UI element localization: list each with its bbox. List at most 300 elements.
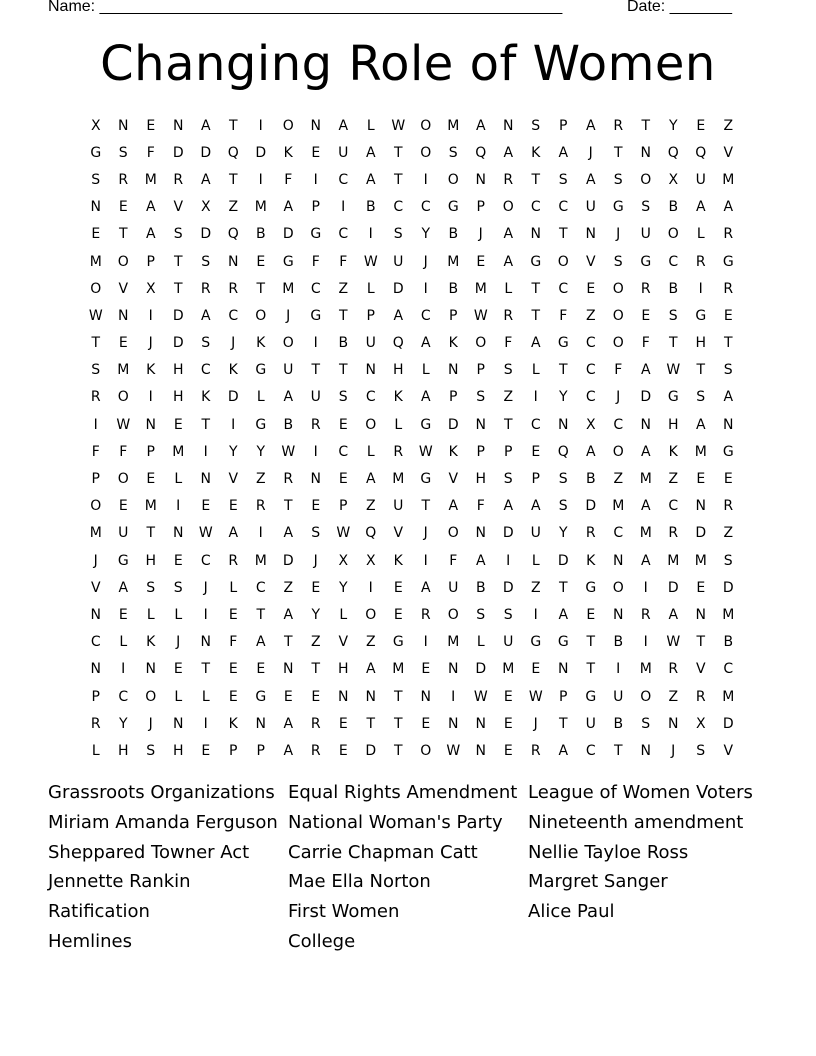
grid-letter: I [148, 307, 153, 324]
grid-letter: A [723, 389, 734, 406]
grid-letter: M [447, 253, 460, 270]
grid-letter: S [173, 226, 183, 243]
grid-letter: X [90, 117, 101, 134]
grid-letter: A [640, 443, 651, 460]
grid-letter: K [228, 715, 238, 732]
grid-letter: R [695, 688, 706, 705]
grid-letter: O [612, 335, 624, 352]
grid-letter: R [173, 171, 184, 188]
grid-letter: U [283, 362, 294, 379]
grid-letter: T [613, 742, 623, 759]
grid-letter: T [228, 117, 238, 134]
grid-letter: L [366, 280, 375, 297]
grid-letter: L [91, 742, 100, 759]
grid-letter: A [420, 579, 431, 596]
grid-letter: W [198, 525, 213, 542]
grid-letter: D [255, 144, 267, 161]
grid-row [82, 629, 742, 656]
grid-row [82, 737, 742, 764]
grid-letter: J [176, 634, 181, 651]
grid-letter: T [421, 498, 431, 515]
grid-letter: X [365, 552, 376, 569]
grid-letter: J [671, 742, 676, 759]
grid-letter: Q [475, 144, 487, 161]
grid-letter: M [447, 634, 460, 651]
grid-letter: O [90, 498, 102, 515]
grid-letter: M [694, 552, 707, 569]
grid-letter: M [144, 498, 157, 515]
grid-letter: W [363, 253, 378, 270]
grid-letter: C [338, 171, 349, 188]
grid-letter: Z [310, 634, 321, 651]
grid-letter: Z [613, 471, 624, 488]
grid-letter: Y [256, 443, 266, 460]
grid-letter: R [228, 280, 239, 297]
grid-row [82, 357, 742, 384]
grid-letter: M [282, 280, 295, 297]
grid-letter: N [228, 253, 239, 270]
grid-letter: A [145, 199, 156, 216]
grid-letter: S [201, 335, 211, 352]
grid-letter: O [365, 606, 377, 623]
grid-letter: Q [695, 144, 707, 161]
grid-letter: M [117, 362, 130, 379]
grid-letter: W [336, 525, 351, 542]
grid-letter: D [282, 226, 294, 243]
grid-letter: N [640, 742, 651, 759]
grid-letter: B [283, 416, 294, 433]
grid-letter: E [723, 307, 733, 324]
grid-letter: O [612, 307, 624, 324]
grid-letter: B [365, 199, 376, 216]
grid-letter: N [173, 117, 184, 134]
grid-letter: N [255, 715, 266, 732]
grid-letter: E [118, 606, 128, 623]
word-list-item: Ratification [48, 901, 150, 923]
grid-letter: R [640, 280, 651, 297]
grid-letter: V [90, 579, 101, 596]
grid-letter: D [475, 661, 487, 678]
grid-letter: Q [227, 144, 239, 161]
grid-letter: E [91, 226, 101, 243]
grid-letter: U [365, 335, 376, 352]
grid-letter: R [283, 471, 294, 488]
grid-letter: P [504, 443, 513, 460]
grid-letter: G [722, 443, 734, 460]
grid-letter: N [310, 117, 321, 134]
grid-letter: A [558, 742, 569, 759]
grid-letter: H [172, 742, 184, 759]
grid-letter: H [117, 742, 129, 759]
grid-letter: T [91, 335, 101, 352]
grid-letter: L [421, 362, 430, 379]
grid-letter: Y [118, 715, 128, 732]
grid-letter: T [393, 688, 403, 705]
grid-letter: R [668, 661, 679, 678]
grid-letter: T [558, 226, 568, 243]
grid-letter: I [643, 579, 648, 596]
grid-letter: Z [668, 471, 679, 488]
grid-letter: G [282, 253, 294, 270]
grid-letter: G [255, 688, 267, 705]
grid-letter: S [448, 144, 458, 161]
grid-letter: R [613, 117, 624, 134]
word-list-item: National Woman's Party [288, 811, 503, 833]
grid-letter: B [585, 471, 596, 488]
grid-letter: A [668, 606, 679, 623]
grid-letter: A [448, 498, 459, 515]
grid-letter: T [641, 117, 651, 134]
grid-letter: O [282, 117, 294, 134]
grid-letter: F [284, 171, 293, 188]
grid-letter: Q [667, 144, 679, 161]
grid-letter: Z [503, 389, 514, 406]
grid-letter: T [366, 715, 376, 732]
grid-letter: M [172, 443, 185, 460]
grid-letter: A [118, 579, 129, 596]
grid-letter: Z [530, 579, 541, 596]
grid-letter: S [118, 144, 128, 161]
grid-letter: A [145, 226, 156, 243]
grid-letter: D [282, 552, 294, 569]
grid-letter: C [255, 579, 266, 596]
grid-letter: A [365, 661, 376, 678]
grid-letter: G [90, 144, 102, 161]
grid-letter: N [613, 552, 624, 569]
grid-letter: D [695, 525, 707, 542]
grid-letter: K [146, 634, 156, 651]
grid-letter: G [255, 416, 267, 433]
grid-letter: S [91, 171, 101, 188]
grid-letter: V [723, 144, 734, 161]
grid-row [82, 574, 742, 601]
grid-row [82, 601, 742, 628]
grid-letter: N [475, 525, 486, 542]
grid-letter: A [338, 117, 349, 134]
grid-letter: G [585, 688, 597, 705]
grid-letter: S [338, 389, 348, 406]
grid-letter: N [585, 226, 596, 243]
puzzle-title: Changing Role of Women [100, 36, 716, 92]
grid-letter: K [393, 389, 403, 406]
grid-letter: N [723, 416, 734, 433]
grid-letter: A [393, 307, 404, 324]
grid-letter: K [228, 362, 238, 379]
grid-letter: N [695, 606, 706, 623]
word-list-item: Equal Rights Amendment [288, 782, 518, 803]
grid-letter: O [255, 307, 267, 324]
grid-letter: D [557, 552, 569, 569]
grid-letter: L [476, 634, 485, 651]
grid-letter: M [392, 471, 405, 488]
grid-letter: L [146, 606, 155, 623]
grid-letter: F [614, 362, 623, 379]
grid-letter: I [121, 661, 126, 678]
grid-letter: A [420, 335, 431, 352]
grid-row [82, 465, 742, 492]
grid-letter: M [639, 471, 652, 488]
grid-letter: U [118, 525, 129, 542]
word-list-item: Alice Paul [528, 901, 615, 923]
grid-letter: C [530, 199, 541, 216]
grid-letter: I [176, 498, 181, 515]
grid-letter: A [283, 525, 294, 542]
grid-letter: P [91, 688, 100, 705]
grid-letter: E [421, 661, 431, 678]
grid-letter: G [722, 253, 734, 270]
grid-letter: P [229, 742, 238, 759]
grid-letter: J [478, 226, 483, 243]
grid-letter: T [531, 171, 541, 188]
grid-letter: D [200, 144, 212, 161]
grid-letter: F [311, 253, 320, 270]
grid-letter: C [365, 389, 376, 406]
grid-letter: E [118, 335, 128, 352]
grid-letter: J [148, 715, 153, 732]
grid-letter: O [612, 579, 624, 596]
grid-letter: E [173, 416, 183, 433]
grid-letter: D [200, 226, 212, 243]
grid-letter: P [476, 443, 485, 460]
grid-letter: N [668, 715, 679, 732]
grid-letter: O [502, 199, 514, 216]
grid-letter: L [366, 117, 375, 134]
word-list-item: Jennette Rankin [48, 871, 191, 893]
letter-grid [82, 112, 742, 765]
grid-letter: A [695, 199, 706, 216]
grid-letter: I [368, 226, 373, 243]
grid-letter: M [89, 253, 102, 270]
grid-letter: G [255, 362, 267, 379]
grid-letter: E [201, 498, 211, 515]
grid-letter: X [145, 280, 156, 297]
grid-letter: J [588, 144, 593, 161]
grid-letter: R [668, 525, 679, 542]
grid-letter: J [231, 335, 236, 352]
grid-letter: A [200, 171, 211, 188]
word-list-item: League of Women Voters [528, 782, 753, 803]
grid-letter: Y [668, 117, 678, 134]
grid-letter: N [145, 416, 156, 433]
grid-letter: T [173, 253, 183, 270]
grid-letter: N [118, 307, 129, 324]
grid-letter: R [310, 742, 321, 759]
grid-letter: A [585, 171, 596, 188]
grid-letter: O [640, 688, 652, 705]
grid-letter: Z [365, 634, 376, 651]
grid-letter: C [558, 280, 569, 297]
grid-letter: B [613, 634, 624, 651]
grid-letter: W [666, 634, 681, 651]
grid-letter: N [310, 471, 321, 488]
grid-letter: N [475, 742, 486, 759]
grid-letter: J [148, 335, 153, 352]
grid-letter: H [337, 661, 349, 678]
grid-letter: Q [365, 525, 377, 542]
grid-letter: A [365, 144, 376, 161]
grid-row [82, 166, 742, 193]
grid-letter: O [640, 171, 652, 188]
grid-letter: V [228, 471, 239, 488]
grid-row [82, 384, 742, 411]
grid-letter: I [533, 389, 538, 406]
grid-letter: F [641, 335, 650, 352]
grid-letter: S [91, 362, 101, 379]
grid-letter: M [502, 661, 515, 678]
grid-letter: U [695, 171, 706, 188]
grid-letter: M [722, 606, 735, 623]
grid-letter: T [228, 171, 238, 188]
grid-letter: A [228, 525, 239, 542]
grid-letter: M [722, 688, 735, 705]
grid-letter: U [503, 634, 514, 651]
grid-letter: Y [421, 226, 431, 243]
grid-letter: R [530, 742, 541, 759]
grid-letter: T [256, 280, 266, 297]
grid-letter: L [504, 280, 513, 297]
grid-letter: Z [255, 471, 266, 488]
grid-row [82, 411, 742, 438]
grid-letter: T [146, 525, 156, 542]
grid-letter: Z [338, 280, 349, 297]
grid-letter: Z [668, 688, 679, 705]
grid-letter: S [503, 362, 513, 379]
grid-row [82, 520, 742, 547]
grid-letter: A [255, 634, 266, 651]
grid-letter: J [616, 226, 621, 243]
word-list-item: Nellie Tayloe Ross [528, 841, 689, 863]
grid-letter: T [393, 742, 403, 759]
grid-letter: S [641, 715, 651, 732]
grid-letter: D [502, 525, 514, 542]
grid-letter: E [531, 443, 541, 460]
grid-letter: V [695, 661, 706, 678]
grid-letter: I [423, 634, 428, 651]
grid-letter: T [283, 634, 293, 651]
grid-letter: G [640, 253, 652, 270]
grid-letter: C [558, 199, 569, 216]
grid-letter: U [530, 525, 541, 542]
grid-letter: D [640, 389, 652, 406]
grid-letter: N [90, 661, 101, 678]
grid-letter: G [117, 552, 129, 569]
grid-letter: J [286, 307, 291, 324]
grid-letter: O [117, 253, 129, 270]
grid-letter: G [530, 634, 542, 651]
grid-letter: I [643, 634, 648, 651]
grid-letter: J [533, 715, 538, 732]
grid-letter: E [393, 579, 403, 596]
grid-letter: A [283, 199, 294, 216]
grid-letter: J [423, 253, 428, 270]
grid-letter: K [256, 335, 266, 352]
grid-letter: R [695, 253, 706, 270]
grid-letter: O [667, 226, 679, 243]
grid-letter: A [640, 362, 651, 379]
grid-letter: B [338, 335, 349, 352]
grid-letter: U [448, 579, 459, 596]
grid-letter: N [448, 661, 459, 678]
grid-letter: I [203, 715, 208, 732]
grid-letter: B [613, 715, 624, 732]
grid-letter: O [117, 389, 129, 406]
grid-letter: C [420, 307, 431, 324]
grid-letter: C [613, 416, 624, 433]
grid-letter: L [201, 688, 210, 705]
grid-letter: T [283, 498, 293, 515]
grid-letter: S [503, 606, 513, 623]
grid-letter: Z [365, 498, 376, 515]
grid-letter: J [203, 579, 208, 596]
grid-letter: N [90, 199, 101, 216]
grid-letter: L [119, 634, 128, 651]
grid-letter: E [586, 280, 596, 297]
grid-letter: I [698, 280, 703, 297]
grid-letter: C [530, 416, 541, 433]
grid-letter: J [313, 552, 318, 569]
grid-letter: L [531, 552, 540, 569]
grid-letter: E [256, 253, 266, 270]
grid-letter: T [201, 661, 211, 678]
grid-letter: Z [228, 199, 239, 216]
grid-letter: Z [723, 117, 734, 134]
grid-letter: C [723, 661, 734, 678]
grid-letter: C [200, 552, 211, 569]
grid-letter: V [393, 525, 404, 542]
grid-letter: X [585, 416, 596, 433]
grid-letter: E [118, 498, 128, 515]
grid-letter: L [174, 471, 183, 488]
grid-letter: X [338, 552, 349, 569]
grid-letter: V [723, 742, 734, 759]
grid-letter: T [393, 144, 403, 161]
grid-letter: N [558, 661, 569, 678]
grid-letter: K [201, 389, 211, 406]
grid-letter: A [503, 226, 514, 243]
grid-letter: K [531, 144, 541, 161]
grid-letter: P [476, 362, 485, 379]
grid-letter: C [585, 362, 596, 379]
grid-letter: T [668, 335, 678, 352]
grid-letter: R [228, 552, 239, 569]
grid-row [82, 248, 742, 275]
grid-letter: E [228, 688, 238, 705]
grid-letter: O [612, 280, 624, 297]
grid-letter: S [476, 606, 486, 623]
grid-letter: I [231, 416, 236, 433]
grid-letter: G [530, 253, 542, 270]
grid-letter: E [503, 742, 513, 759]
grid-letter: I [313, 335, 318, 352]
grid-letter: K [668, 443, 678, 460]
grid-letter: S [311, 525, 321, 542]
grid-letter: Z [723, 525, 734, 542]
grid-letter: N [365, 362, 376, 379]
grid-letter: P [366, 307, 375, 324]
grid-letter: L [256, 389, 265, 406]
grid-letter: P [531, 471, 540, 488]
grid-letter: E [311, 579, 321, 596]
grid-letter: A [475, 552, 486, 569]
grid-row [82, 710, 742, 737]
grid-letter: A [365, 171, 376, 188]
grid-letter: L [366, 443, 375, 460]
grid-letter: P [449, 307, 458, 324]
grid-letter: G [392, 634, 404, 651]
grid-letter: E [146, 471, 156, 488]
grid-letter: S [613, 253, 623, 270]
grid-letter: A [503, 144, 514, 161]
